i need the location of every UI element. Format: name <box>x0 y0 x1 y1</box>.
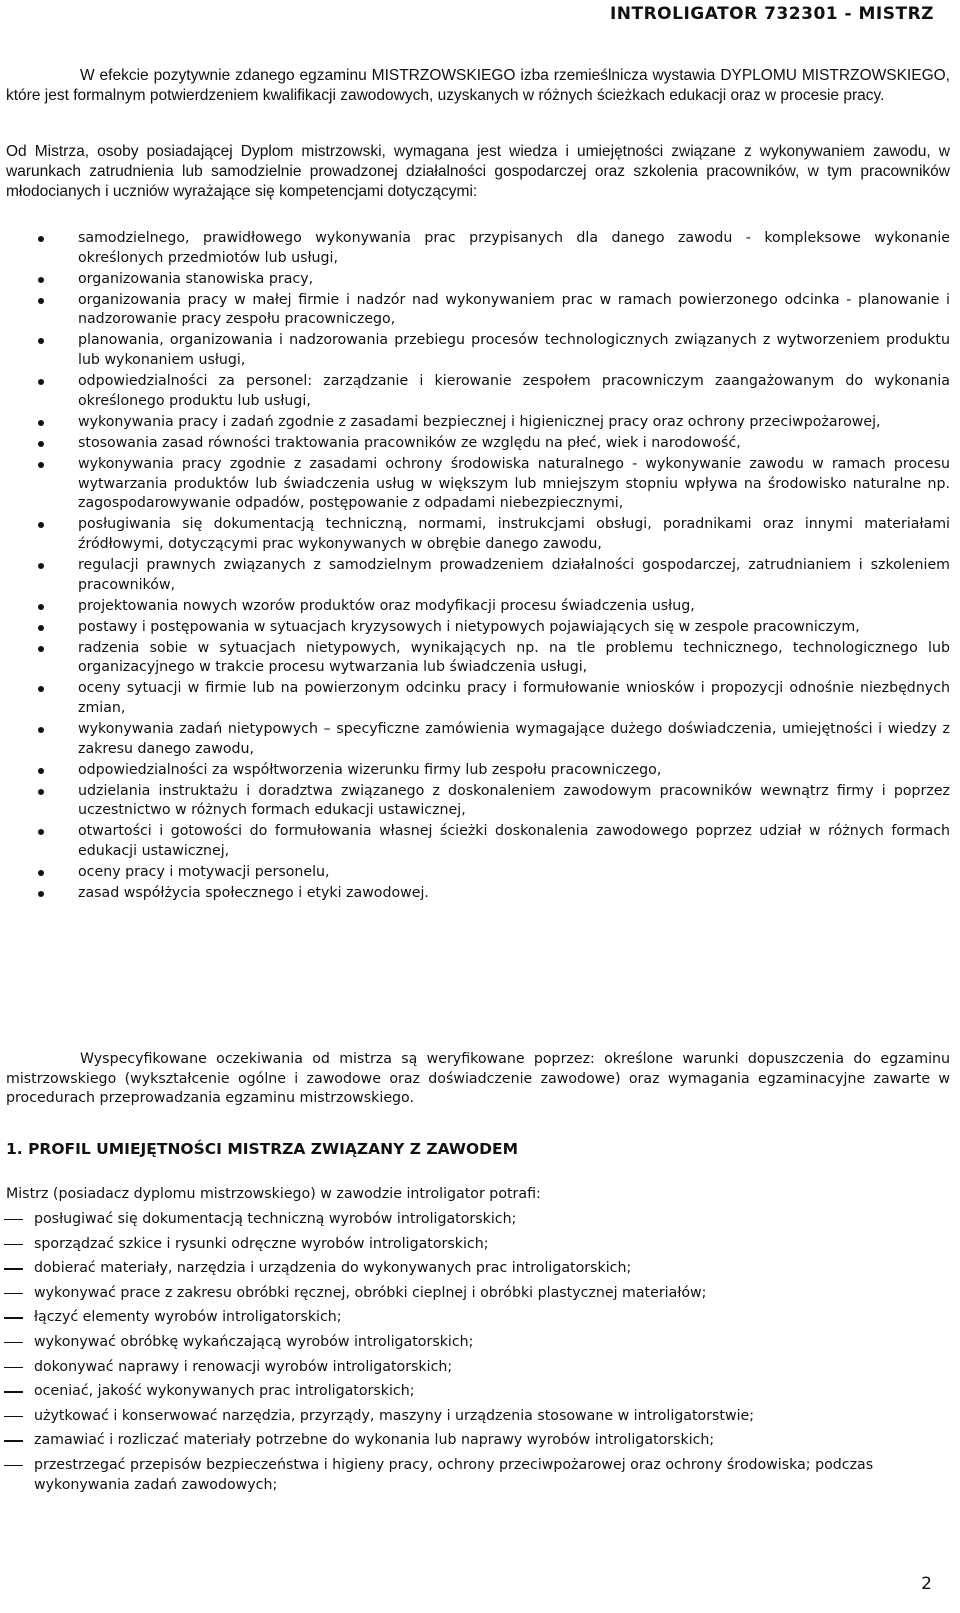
list-item: sporządzać szkice i rysunki odręczne wyrobów introligatorskich; <box>0 1234 950 1254</box>
bullet-icon <box>38 686 44 692</box>
list-item: odpowiedzialności za współtworzenia wizerunku firmy lub zespołu pracowniczego, <box>0 761 950 781</box>
bullet-icon <box>38 604 44 610</box>
list-item: planowania, organizowania i nadzorowania przebiegu procesów technologicznych związanych z wytworzeniem produktu lub wykonaniem usługi, <box>0 331 950 370</box>
list-item: postawy i postępowania w sytuacjach kryzysowych i nietypowych pojawiających się w zespole pracowniczym, <box>0 618 950 638</box>
bullet-icon <box>38 768 44 774</box>
dash-icon <box>4 1416 23 1417</box>
list-item: wykonywać obróbkę wykańczającą wyrobów introligatorskich; <box>0 1332 950 1352</box>
list-item: radzenia sobie w sytuacjach nietypowych, wynikających np. na tle problemu technicznego, technologicznego lub organizacyjnego w trakcie procesu wytwarzania lub świadczenia usługi, <box>0 639 950 678</box>
section-intro: Mistrz (posiadacz dyplomu mistrzowskiego) w zawodzie introligator potrafi: <box>6 1186 541 1202</box>
bullet-icon <box>38 277 44 283</box>
list-item: oceniać, jakość wykonywanych prac introligatorskich; <box>0 1381 950 1401</box>
intro-paragraph: W efekcie pozytywnie zdanego egzaminu MISTRZOWSKIEGO izba rzemieślnicza wystawia DYPLOMU MISTRZOWSKIEGO, które jest formalnym potwierdzeniem kwalifikacji zawodowych, uzyskanych w różnych ścieżkach edukacji oraz w procesie pracy. <box>6 67 950 104</box>
dash-icon <box>4 1268 23 1269</box>
list-item: wykonywania zadań nietypowych – specyficzne zamówienia wymagające dużego doświadczenia, umiejętności i wiedzy z zakresu danego zawodu, <box>0 720 950 759</box>
bullet-icon <box>38 727 44 733</box>
bullet-icon <box>38 338 44 344</box>
dash-icon <box>4 1440 23 1441</box>
list-item: posługiwania się dokumentacją techniczną, normami, instrukcjami obsługi, poradnikami oraz innymi materiałami źródłowymi, dotyczącymi prac wykonywanych w obrębie danego zawodu, <box>0 515 950 554</box>
skills-list <box>0 1209 950 1500</box>
list-item: oceny sytuacji w firmie lub na powierzonym odcinku pracy i formułowanie wniosków i propozycji odnośnie niezbędnych zmian, <box>0 679 950 718</box>
bullet-icon <box>38 462 44 468</box>
dash-icon <box>4 1317 23 1318</box>
list-item: odpowiedzialności za personel: zarządzanie i kierowanie zespołem pracowniczym zaangażowanym do wykonania określonego produktu lub usługi, <box>0 372 950 411</box>
list-item: przestrzegać przepisów bezpieczeństwa i higieny pracy, ochrony przeciwpożarowej oraz ochrony środowiska; podczas wykonywania zadań zawodowych; <box>0 1455 950 1496</box>
bullet-icon <box>38 379 44 385</box>
dash-icon <box>4 1465 23 1466</box>
bullet-icon <box>38 789 44 795</box>
verification-paragraph: Wyspecyfikowane oczekiwania od mistrza są weryfikowane poprzez: określone warunki dopuszczenia do egzaminu mistrzowskiego (wykształcenie ogólne i zawodowe oraz doświadczenie zawodowe) oraz wymagania egzaminacyjne zawarte w procedurach przeprowadzania egzaminu mistrzowskiego. <box>6 1051 950 1106</box>
bullet-icon <box>38 522 44 528</box>
bullet-icon <box>38 870 44 876</box>
dash-icon <box>4 1367 23 1368</box>
competence-list <box>0 229 950 905</box>
page-header: INTROLIGATOR 732301 - MISTRZ <box>609 4 934 24</box>
list-item: użytkować i konserwować narzędzia, przyrządy, maszyny i urządzenia stosowane w introligatorstwie; <box>0 1406 950 1426</box>
bullet-icon <box>38 298 44 304</box>
page-number: 2 <box>921 1574 932 1594</box>
dash-icon <box>4 1293 23 1294</box>
list-item: posługiwać się dokumentacją techniczną wyrobów introligatorskich; <box>0 1209 950 1229</box>
list-item: organizowania pracy w małej firmie i nadzór nad wykonywaniem prac w ramach powierzonego odcinka - planowanie i nadzorowanie pracy zespołu pracowniczego, <box>0 291 950 330</box>
list-item: zamawiać i rozliczać materiały potrzebne do wykonania lub naprawy wyrobów introligatorskich; <box>0 1430 950 1450</box>
list-item: organizowania stanowiska pracy, <box>0 270 950 290</box>
dash-icon <box>4 1244 23 1245</box>
list-item: oceny pracy i motywacji personelu, <box>0 863 950 883</box>
dash-icon <box>4 1391 23 1392</box>
list-item: stosowania zasad równości traktowania pracowników ze względu na płeć, wiek i narodowość, <box>0 434 950 454</box>
list-item: zasad współżycia społecznego i etyki zawodowej. <box>0 884 950 904</box>
list-item: wykonywać prace z zakresu obróbki ręcznej, obróbki cieplnej i obróbki plastycznej materiałów; <box>0 1283 950 1303</box>
bullet-icon <box>38 420 44 426</box>
list-item: wykonywania pracy i zadań zgodnie z zasadami bezpiecznej i higienicznej pracy oraz ochrony przeciwpożarowej, <box>0 413 950 433</box>
competence-paragraph: Od Mistrza, osoby posiadającej Dyplom mistrzowski, wymagana jest wiedza i umiejętności związane z wykonywaniem zawodu, w warunkach zatrudnienia lub samodzielnie prowadzonej działalności gospodarczej oraz szkolenia pracowników, w tym pracowników młodocianych i uczniów wyrażające się kompetencjami dotyczącymi: <box>6 143 950 200</box>
bullet-icon <box>38 563 44 569</box>
bullet-icon <box>38 829 44 835</box>
bullet-icon <box>38 891 44 897</box>
list-item: wykonywania pracy zgodnie z zasadami ochrony środowiska naturalnego - wykonywanie zawodu w ramach procesu wytwarzania produktów lub świadczenia usług w większym lub mniejszym stopniu wpływa na środowisko naturalne np. zagospodarowywanie odpadów, postępowanie z odpadami niebezpiecznymi, <box>0 455 950 514</box>
bullet-icon <box>38 646 44 652</box>
bullet-icon <box>38 625 44 631</box>
list-item: łączyć elementy wyrobów introligatorskich; <box>0 1307 950 1327</box>
bullet-icon <box>38 441 44 447</box>
dash-icon <box>4 1219 23 1220</box>
dash-icon <box>4 1342 23 1343</box>
list-item: regulacji prawnych związanych z samodzielnym prowadzeniem działalności gospodarczej, zatrudnianiem i szkoleniem pracowników, <box>0 556 950 595</box>
list-item: projektowania nowych wzorów produktów oraz modyfikacji procesu świadczenia usług, <box>0 597 950 617</box>
section-title: 1. PROFIL UMIEJĘTNOŚCI MISTRZA ZWIĄZANY Z ZAWODEM <box>6 1140 519 1158</box>
list-item: dobierać materiały, narzędzia i urządzenia do wykonywanych prac introligatorskich; <box>0 1258 950 1278</box>
bullet-icon <box>38 236 44 242</box>
list-item: udzielania instruktażu i doradztwa związanego z doskonaleniem zawodowym pracowników wewnątrz firmy i poprzez uczestnictwo w różnych formach edukacji ustawicznej, <box>0 782 950 821</box>
list-item: samodzielnego, prawidłowego wykonywania prac przypisanych dla danego zawodu - kompleksowe wykonanie określonych przedmiotów lub usługi, <box>0 229 950 268</box>
list-item: otwartości i gotowości do formułowania własnej ścieżki doskonalenia zawodowego poprzez udział w różnych formach edukacji ustawicznej, <box>0 822 950 861</box>
list-item: dokonywać naprawy i renowacji wyrobów introligatorskich; <box>0 1357 950 1377</box>
